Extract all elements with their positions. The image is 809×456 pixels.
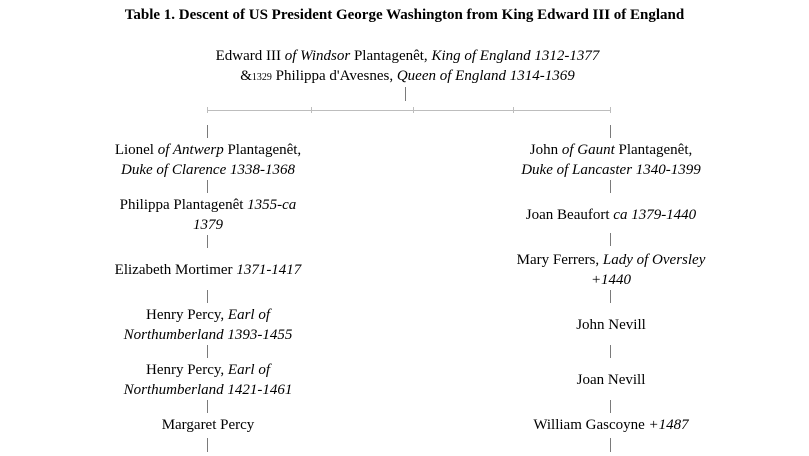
branch-bar [207, 110, 611, 111]
right-node-william-gascoyne: William Gascoyne +1487 [533, 417, 689, 433]
right-connector-3 [610, 290, 611, 303]
left-connector-0 [207, 125, 208, 138]
left-node-philippa: Philippa Plantagenêt 1355-ca 1379 [119, 197, 297, 233]
left-connector-5 [207, 400, 208, 413]
right-connector-5 [610, 400, 611, 413]
left-node-margaret: Margaret Percy [161, 417, 255, 433]
root-line-edward: Edward III of Windsor Plantagenêt, King of England 1312-1377 [215, 48, 600, 64]
left-connector-1 [207, 180, 208, 193]
left-node-lionel: Lionel of Antwerp Plantagenêt, Duke of Clarence 1338-1368 [114, 142, 302, 178]
left-node-henry-percy-1: Henry Percy, Earl of Northumberland 1393-1455 [123, 307, 293, 343]
right-node-joan-beaufort: Joan Beaufort ca 1379-1440 [525, 207, 697, 223]
left-node-elizabeth: Elizabeth Mortimer 1371-1417 [114, 262, 302, 278]
right-node-john-of-gaunt: John of Gaunt Plantagenêt, Duke of Lancaster 1340-1399 [521, 142, 701, 178]
left-connector-2 [207, 235, 208, 248]
left-connector-3 [207, 290, 208, 303]
right-connector-4 [610, 345, 611, 358]
table-title: Table 1. Descent of US President George Washington from King Edward III of England [124, 7, 685, 23]
right-node-john-nevill: John Nevill [576, 317, 646, 333]
left-connector-4 [207, 345, 208, 358]
left-connector-6 [207, 438, 208, 452]
root-couple [0, 46, 809, 88]
right-connector-1 [610, 180, 611, 193]
right-connector-6 [610, 438, 611, 452]
left-node-henry-percy-2: Henry Percy, Earl of Northumberland 1421-1461 [123, 362, 293, 398]
root-connector [405, 87, 406, 101]
right-node-joan-nevill: Joan Nevill [576, 372, 646, 388]
right-node-mary-ferrers: Mary Ferrers, Lady of Oversley +1440 [516, 252, 706, 288]
root-line-philippa: &1329 Philippa d'Avesnes, Queen of England 1314-1369 [240, 68, 575, 84]
right-connector-0 [610, 125, 611, 138]
right-connector-2 [610, 233, 611, 246]
